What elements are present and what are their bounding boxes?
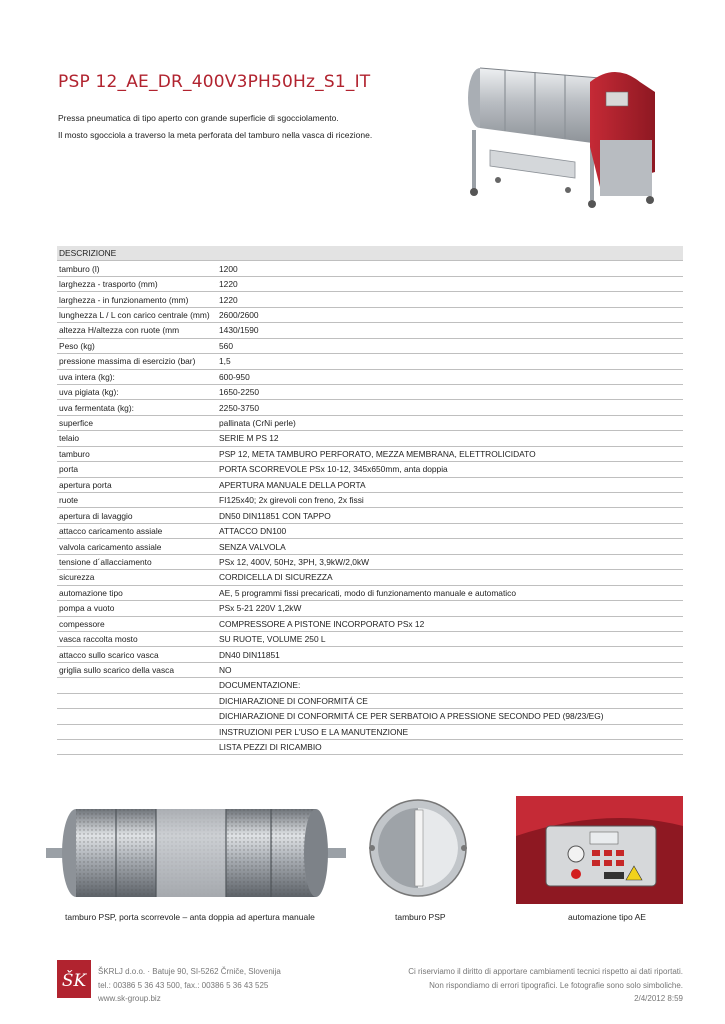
spec-row (57, 307, 683, 322)
spec-key: uva pigiata (kg): (57, 384, 217, 399)
spec-value: COMPRESSORE A PISTONE INCORPORATO PSx 12 (217, 616, 683, 631)
spec-value: 560 (217, 338, 683, 353)
drum-end-photo (366, 796, 470, 900)
spec-value: 1220 (217, 276, 683, 291)
spec-value: PORTA SCORREVOLE PSx 10-12, 345x650mm, anta doppia (217, 462, 683, 477)
spec-value: AE, 5 programmi fissi precaricati, modo di funzionamento manuale e automatico (217, 585, 683, 600)
spec-row (57, 678, 683, 693)
disclaimer-line: Ci riserviamo il diritto di apportare cambiamenti tecnici rispetto ai dati riportati. (408, 967, 683, 976)
spec-value: 600-950 (217, 369, 683, 384)
spec-value: DN40 DIN11851 (217, 647, 683, 662)
spec-row (57, 539, 683, 554)
spec-value: 1430/1590 (217, 323, 683, 338)
spec-row (57, 523, 683, 538)
spec-key: apertura porta (57, 477, 217, 492)
spec-value: 1220 (217, 292, 683, 307)
spec-key (57, 740, 217, 755)
spec-value: 1200 (217, 261, 683, 276)
spec-key: sicurezza (57, 570, 217, 585)
spec-value: NO (217, 662, 683, 677)
spec-row (57, 354, 683, 369)
disclaimer-line: Non rispondiamo di errori tipografici. Le fotografie sono solo simboliche. (429, 980, 683, 990)
spec-row (57, 462, 683, 477)
spec-key: telaio (57, 431, 217, 446)
spec-table (57, 246, 683, 755)
spec-value: ATTACCO DN100 (217, 523, 683, 538)
panel-caption: automazione tipo AE (568, 912, 646, 922)
spec-row (57, 415, 683, 430)
spec-key: altezza H/altezza con ruote (mm (57, 323, 217, 338)
drum-end-caption: tamburo PSP (395, 912, 446, 922)
spec-key: tamburo (l) (57, 261, 217, 276)
spec-value: PSx 12, 400V, 50Hz, 3PH, 3,9kW/2,0kW (217, 554, 683, 569)
spec-value: DN50 DIN11851 CON TAPPO (217, 508, 683, 523)
spec-key (57, 678, 217, 693)
print-date: 2/4/2012 8:59 (634, 994, 683, 1003)
spec-row (57, 446, 683, 461)
spec-key: uva fermentata (kg): (57, 400, 217, 415)
address-line: ŠKRLJ d.o.o. · Batuje 90, SI-5262 Črniče, Slovenija (98, 967, 281, 976)
spec-key: compessore (57, 616, 217, 631)
company-logo (57, 960, 91, 998)
spec-row (57, 276, 683, 291)
spec-value: SENZA VALVOLA (217, 539, 683, 554)
spec-key (57, 693, 217, 708)
drum-photo (46, 796, 346, 910)
spec-row (57, 292, 683, 307)
spec-row (57, 693, 683, 708)
spec-key: larghezza - in funzionamento (mm) (57, 292, 217, 307)
website-link[interactable]: www.sk-group.biz (98, 994, 161, 1003)
spec-value: 2250-3750 (217, 400, 683, 415)
spec-key: ruote (57, 493, 217, 508)
press-machine-image (450, 52, 670, 212)
spec-value: CORDICELLA DI SICUREZZA (217, 570, 683, 585)
spec-header: DESCRIZIONE (57, 246, 683, 261)
spec-value: SERIE M PS 12 (217, 431, 683, 446)
spec-row (57, 323, 683, 338)
spec-key: pompa a vuoto (57, 601, 217, 616)
spec-value: 1,5 (217, 354, 683, 369)
spec-key: vasca raccolta mosto (57, 631, 217, 646)
spec-key: attacco caricamento assiale (57, 523, 217, 538)
spec-header-row (57, 246, 683, 261)
spec-key: tensione d´allacciamento (57, 554, 217, 569)
spec-row (57, 709, 683, 724)
spec-key: automazione tipo (57, 585, 217, 600)
spec-key: griglia sullo scarico della vasca (57, 662, 217, 677)
spec-key: apertura di lavaggio (57, 508, 217, 523)
spec-value: INSTRUZIONI PER L'USO E LA MANUTENZIONE (217, 724, 683, 739)
spec-row (57, 369, 683, 384)
spec-row (57, 400, 683, 415)
spec-value: LISTA PEZZI DI RICAMBIO (217, 740, 683, 755)
spec-row (57, 431, 683, 446)
spec-value: APERTURA MANUALE DELLA PORTA (217, 477, 683, 492)
phone-line: tel.: 00386 5 36 43 500, fax.: 00386 5 36 43 525 (98, 980, 269, 990)
spec-row (57, 662, 683, 677)
spec-key: valvola caricamento assiale (57, 539, 217, 554)
spec-value: pallinata (CrNi perle) (217, 415, 683, 430)
control-panel-photo (516, 796, 683, 904)
spec-key (57, 724, 217, 739)
spec-value: 2600/2600 (217, 307, 683, 322)
spec-value: PSP 12, META TAMBURO PERFORATO, MEZZA MEMBRANA, ELETTROLICIDATO (217, 446, 683, 461)
spec-row (57, 493, 683, 508)
intro-line: Pressa pneumatica di tipo aperto con grande superficie di sgocciolamento. (58, 113, 339, 123)
spec-row (57, 631, 683, 646)
spec-row (57, 585, 683, 600)
company-address (98, 965, 281, 1006)
spec-key: uva intera (kg): (57, 369, 217, 384)
spec-value: 1650-2250 (217, 384, 683, 399)
spec-value: FI125x40; 2x girevoli con freno, 2x fissi (217, 493, 683, 508)
spec-row (57, 554, 683, 569)
spec-row (57, 477, 683, 492)
spec-row (57, 508, 683, 523)
spec-row (57, 647, 683, 662)
spec-key: attacco sullo scarico vasca (57, 647, 217, 662)
spec-value: DICHIARAZIONE DI CONFORMITÁ CE (217, 693, 683, 708)
spec-row (57, 261, 683, 276)
spec-row (57, 616, 683, 631)
spec-row (57, 338, 683, 353)
intro-text (58, 110, 372, 144)
spec-row (57, 570, 683, 585)
spec-key (57, 709, 217, 724)
spec-key: tamburo (57, 446, 217, 461)
spec-value: PSx 5-21 220V 1,2kW (217, 601, 683, 616)
spec-value: DOCUMENTAZIONE: (217, 678, 683, 693)
spec-key: superfice (57, 415, 217, 430)
drum-caption: tamburo PSP, porta scorrevole – anta doppia ad apertura manuale (65, 912, 315, 922)
spec-value: SU RUOTE, VOLUME 250 L (217, 631, 683, 646)
page-title: PSP 12_AE_DR_400V3PH50Hz_S1_IT (58, 72, 371, 92)
spec-row (57, 384, 683, 399)
spec-key: pressione massima di esercizio (bar) (57, 354, 217, 369)
spec-value: DICHIARAZIONE DI CONFORMITÁ CE PER SERBATOIO A PRESSIONE SECONDO PED (98/23/EG) (217, 709, 683, 724)
spec-key: Peso (kg) (57, 338, 217, 353)
disclaimer (408, 965, 683, 1006)
spec-key: lunghezza L / L con carico centrale (mm) (57, 307, 217, 322)
logo-text: ŠK (61, 971, 87, 991)
spec-key: larghezza - trasporto (mm) (57, 276, 217, 291)
spec-key: porta (57, 462, 217, 477)
intro-line: Il mosto sgocciola a traverso la meta perforata del tamburo nella vasca di ricezione. (58, 130, 373, 140)
spec-row (57, 740, 683, 755)
spec-row (57, 724, 683, 739)
spec-row (57, 601, 683, 616)
